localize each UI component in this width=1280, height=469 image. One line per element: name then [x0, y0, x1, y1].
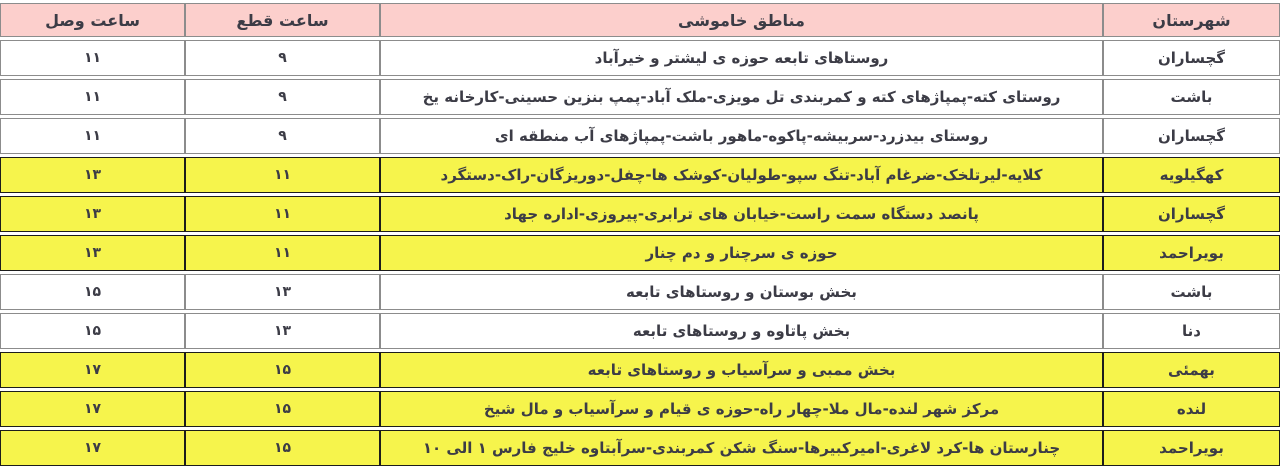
- areas-cell: پانصد دستگاه سمت راست-خیابان های ترابری-پیروزی-اداره جهاد: [380, 196, 1103, 232]
- restore-hour-cell: ۱۱: [0, 118, 185, 154]
- table-row: [0, 430, 1280, 466]
- table-row: [0, 79, 1280, 115]
- restore-hour-header: ساعت وصل: [0, 3, 185, 37]
- header-row: [0, 3, 1280, 37]
- areas-header: مناطق خاموشی: [380, 3, 1103, 37]
- table-row: [0, 352, 1280, 388]
- areas-cell: روستای کته-پمپاژهای کته و کمربندی تل مویزی-ملک آباد-پمپ بنزین حسینی-کارخانه یخ: [380, 79, 1103, 115]
- county-cell: کهگیلویه: [1103, 157, 1280, 193]
- areas-cell: بخش بوستان و روستاهای تابعه: [380, 274, 1103, 310]
- restore-hour-cell: ۱۵: [0, 274, 185, 310]
- restore-hour-cell: ۱۵: [0, 313, 185, 349]
- areas-cell: روستاهای تابعه حوزه ی لیشتر و خیرآباد: [380, 40, 1103, 76]
- county-header: شهرستان: [1103, 3, 1280, 37]
- table-row: [0, 196, 1280, 232]
- areas-cell: روستای بیدزرد-سربیشه-پاکوه-ماهور باشت-پمپاژهای آب منطقه ای: [380, 118, 1103, 154]
- table-row: [0, 235, 1280, 271]
- cut-hour-cell: ۹: [185, 118, 380, 154]
- table-row: [0, 274, 1280, 310]
- areas-cell: بخش پاتاوه و روستاهای تابعه: [380, 313, 1103, 349]
- areas-cell: حوزه ی سرچنار و دم چنار: [380, 235, 1103, 271]
- areas-cell: کلایه-لیرتلخک-ضرغام آباد-تنگ سپو-طولیان-کوشک ها-چفل-دوریزگان-راک-دستگرد: [380, 157, 1103, 193]
- restore-hour-cell: ۱۱: [0, 40, 185, 76]
- county-cell: باشت: [1103, 274, 1280, 310]
- restore-hour-cell: ۱۷: [0, 430, 185, 466]
- county-cell: گچساران: [1103, 118, 1280, 154]
- county-cell: گچساران: [1103, 40, 1280, 76]
- cut-hour-cell: ۱۱: [185, 196, 380, 232]
- county-cell: بهمئی: [1103, 352, 1280, 388]
- cut-hour-cell: ۱۳: [185, 313, 380, 349]
- restore-hour-cell: ۱۳: [0, 157, 185, 193]
- table-row: [0, 40, 1280, 76]
- restore-hour-cell: ۱۳: [0, 196, 185, 232]
- cut-hour-cell: ۹: [185, 40, 380, 76]
- cut-hour-cell: ۱۵: [185, 391, 380, 427]
- restore-hour-cell: ۱۳: [0, 235, 185, 271]
- cut-hour-cell: ۱۳: [185, 274, 380, 310]
- cut-hour-cell: ۱۵: [185, 352, 380, 388]
- outage-table-body: [0, 40, 1280, 466]
- table-row: [0, 118, 1280, 154]
- table-row: [0, 313, 1280, 349]
- table-row: [0, 391, 1280, 427]
- county-cell: باشت: [1103, 79, 1280, 115]
- restore-hour-cell: ۱۷: [0, 352, 185, 388]
- county-cell: بویراحمد: [1103, 235, 1280, 271]
- county-cell: بویراحمد: [1103, 430, 1280, 466]
- county-cell: گچساران: [1103, 196, 1280, 232]
- cut-hour-cell: ۹: [185, 79, 380, 115]
- areas-cell: بخش ممبی و سرآسیاب و روستاهای تابعه: [380, 352, 1103, 388]
- county-cell: دنا: [1103, 313, 1280, 349]
- restore-hour-cell: ۱۷: [0, 391, 185, 427]
- table-row: [0, 157, 1280, 193]
- areas-cell: مرکز شهر لنده-مال ملا-چهار راه-حوزه ی قیام و سرآسیاب و مال شیخ: [380, 391, 1103, 427]
- areas-cell: چنارستان ها-کرد لاغری-امیرکبیرها-سنگ شکن کمربندی-سرآبتاوه خلیج فارس ۱ الی ۱۰: [380, 430, 1103, 466]
- cut-hour-cell: ۱۱: [185, 157, 380, 193]
- cut-hour-cell: ۱۱: [185, 235, 380, 271]
- cut-hour-cell: ۱۵: [185, 430, 380, 466]
- restore-hour-cell: ۱۱: [0, 79, 185, 115]
- cut-hour-header: ساعت قطع: [185, 3, 380, 37]
- county-cell: لنده: [1103, 391, 1280, 427]
